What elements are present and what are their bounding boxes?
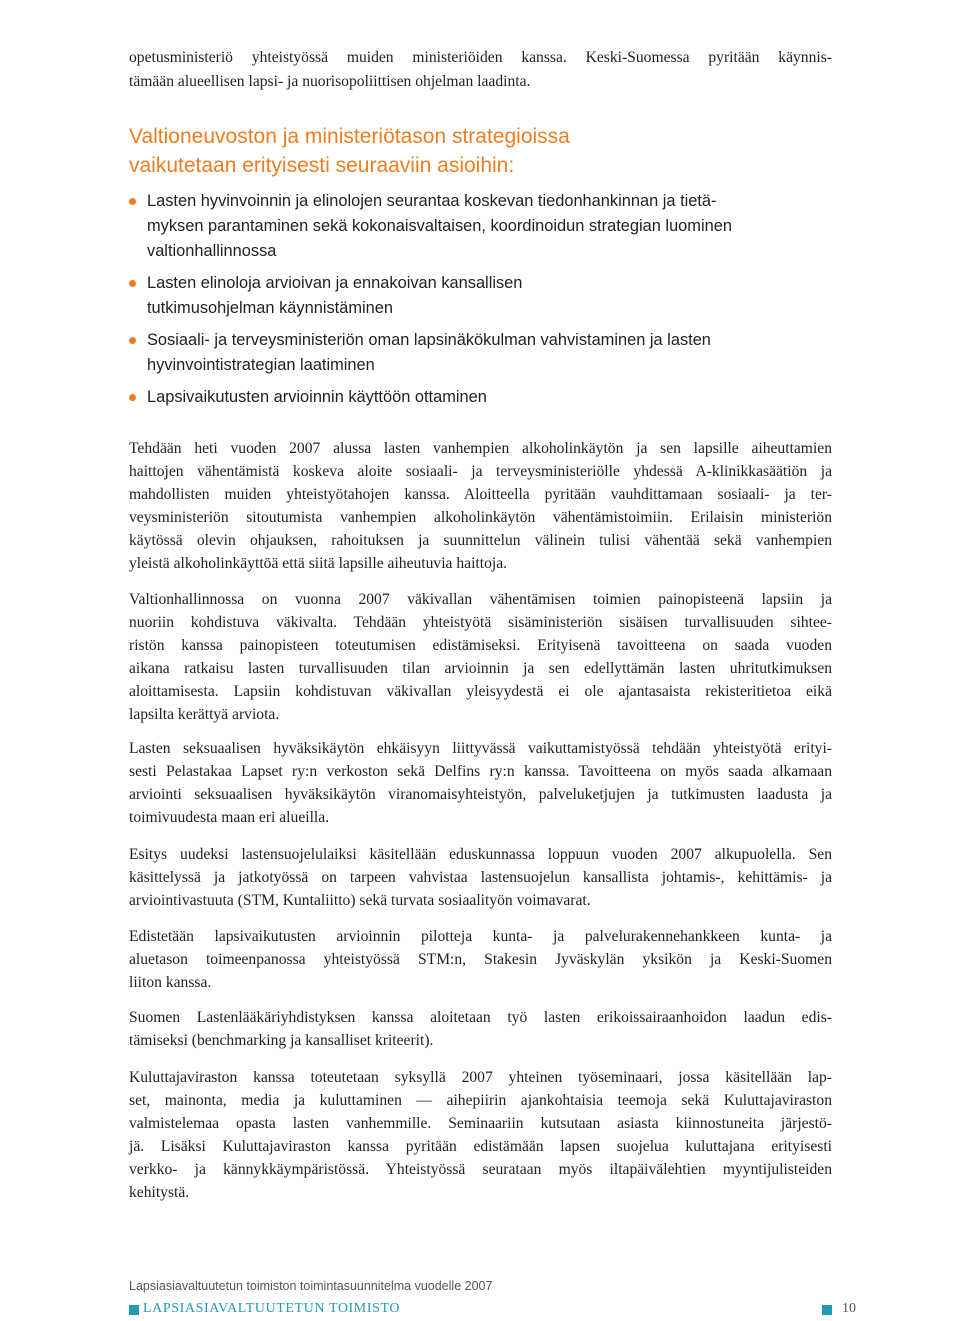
bullet-dot-icon bbox=[129, 198, 136, 205]
body-paragraph bbox=[129, 1006, 832, 1052]
footer-bar bbox=[129, 1301, 859, 1321]
text-line: arviointi seksuaalisen hyväksikäytön viranomaisyhteistyön, palveluketjujen ja tutkimusten laadusta ja bbox=[129, 786, 832, 803]
body-paragraph bbox=[129, 843, 832, 912]
text-line: ristön kanssa painopisteen toteutumisen edistämiseksi. Erityisenä tavoitteena on saada vuoden bbox=[129, 637, 832, 654]
body-paragraph bbox=[129, 737, 832, 829]
bullet-line: hyvinvointistrategian laatiminen bbox=[147, 356, 375, 374]
text-line: tämiseksi (benchmarking ja kansalliset kriteerit). bbox=[129, 1032, 434, 1049]
bullet-dot-icon bbox=[129, 337, 136, 344]
bullet-dot-icon bbox=[129, 280, 136, 287]
text-line: jä. Lisäksi Kuluttajaviraston kanssa pyritään edistämään lapsen suojelua kuluttajana erityisesti bbox=[129, 1138, 832, 1155]
text-line: valmistelemaa opasta lasten vanhemmille. Seminaariin kutsutaan asiasta kiinnostuneita järjestö- bbox=[129, 1115, 832, 1132]
heading-line: Valtioneuvoston ja ministeriötason strategioissa bbox=[129, 125, 570, 148]
text-line: Kuluttajaviraston kanssa toteutetaan syksyllä 2007 yhteinen työseminaari, jossa käsitellään lap- bbox=[129, 1069, 832, 1086]
text-line: aloittamisesta. Lapsiin kohdistuvan väkivallan yleisyydestä ei ole ajantasaista rekisteritietoa eikä bbox=[129, 683, 832, 700]
strategy-bullet-list bbox=[129, 189, 832, 417]
text-line: Suomen Lastenlääkäriyhdistyksen kanssa aloitetaan työ lasten erikoissairaanhoidon laadun edis- bbox=[129, 1009, 832, 1026]
bullet-line: Lapsivaikutusten arvioinnin käyttöön ottaminen bbox=[147, 388, 487, 406]
text-line: käytössä olevin ohjauksen, rahoituksen ja suunnittelun välinein tulisi vähentää sekä vanhempien bbox=[129, 532, 832, 549]
text-line: Valtionhallinnossa on vuonna 2007 väkivallan vähentämisen toimien painopisteenä lapsiin ja bbox=[129, 591, 832, 608]
text-line: mahdollisten muiden yhteistyötahojen kanssa. Aloitteella pyritään vauhdittamaan sosiaali- ja ter- bbox=[129, 486, 832, 503]
body-paragraph bbox=[129, 588, 832, 726]
body-paragraph bbox=[129, 437, 832, 575]
square-marker-icon bbox=[129, 1305, 139, 1315]
text-line: tämään alueellisen lapsi- ja nuorisopoliittisen ohjelman laadinta. bbox=[129, 73, 531, 90]
text-line: Esitys uudeksi lastensuojelulaiksi käsitellään eduskunnassa loppuun vuoden 2007 alkupuolella. Sen bbox=[129, 846, 832, 863]
footer-organization: LAPSIASIAVALTUUTETUN TOIMISTO bbox=[143, 1301, 401, 1316]
body-paragraph bbox=[129, 1066, 832, 1204]
bullet-item bbox=[129, 271, 832, 321]
section-heading bbox=[129, 122, 832, 180]
text-line: opetusministeriö yhteistyössä muiden ministeriöiden kanssa. Keski-Suomessa pyritään käynnis- bbox=[129, 49, 832, 66]
page-number: 10 bbox=[842, 1301, 856, 1316]
text-line: Edistetään lapsivaikutusten arvioinnin pilotteja kunta- ja palvelurakennehankkeen kunta- ja bbox=[129, 928, 832, 945]
text-line: toimivuudesta maan eri alueilla. bbox=[129, 809, 330, 826]
heading-line: vaikutetaan erityisesti seuraaviin asioihin: bbox=[129, 154, 515, 177]
bullet-item bbox=[129, 385, 832, 410]
text-line: set, mainonta, media ja kuluttaminen — aihepiirin ajankohtaisia teemoja sekä Kuluttajaviraston bbox=[129, 1092, 832, 1109]
text-line: arviointivastuuta (STM, Kuntaliitto) sekä turvata sosiaalityön voimavarat. bbox=[129, 892, 591, 909]
text-line: aikana ratkaisu lasten turvallisuuden tilan arvioinnin ja sen edellyttämän lasten uhritutkimuksen bbox=[129, 660, 832, 677]
text-line: Tehdään heti vuoden 2007 alussa lasten vanhempien alkoholinkäytön ja sen lapsille aiheuttamien bbox=[129, 440, 832, 457]
bullet-line: Lasten elinoloja arvioivan ja ennakoivan kansallisen bbox=[147, 274, 523, 292]
bullet-line: Sosiaali- ja terveysministeriön oman lapsinäkökulman vahvistaminen ja lasten bbox=[147, 331, 711, 349]
footer-caption: Lapsiasiavaltuutetun toimiston toimintasuunnitelma vuodelle 2007 bbox=[129, 1279, 493, 1293]
bullet-line: myksen parantaminen sekä kokonaisvaltaisen, koordinoidun strategian luominen bbox=[147, 217, 732, 235]
text-line: liiton kanssa. bbox=[129, 974, 212, 991]
text-line: käsittelyssä ja jatkotyössä on tarpeen vahvistaa lastensuojelun kansallista johtamis-, kehittämis- ja bbox=[129, 869, 832, 886]
intro-paragraph bbox=[129, 46, 832, 94]
bullet-line: valtionhallinnossa bbox=[147, 242, 277, 260]
text-line: Lasten seksuaalisen hyväksikäytön ehkäisyyn liittyvässä vaikuttamistyössä tehdään yhteistyötä erityi- bbox=[129, 740, 832, 757]
text-line: verkko- ja kännykkäympäristössä. Yhteistyössä seurataan myös iltapäivälehtien myyntijulisteiden bbox=[129, 1161, 832, 1178]
text-line: yleistä alkoholinkäyttöä että siitä lapsille aiheutuvia haittoja. bbox=[129, 555, 508, 572]
text-line: aluetason toimeenpanossa yhteistyössä STM:n, Stakesin Jyväskylän yksikön ja Keski-Suomen bbox=[129, 951, 832, 968]
text-line: haittojen vähentämistä koskeva aloite sosiaali- ja terveysministeriölle yhdessä A-klinikkasäätiön ja bbox=[129, 463, 832, 480]
text-line: kehitystä. bbox=[129, 1184, 190, 1201]
body-paragraph bbox=[129, 925, 832, 994]
text-line: lapsilta kerättyä arviota. bbox=[129, 706, 280, 723]
bullet-line: Lasten hyvinvoinnin ja elinolojen seurantaa koskevan tiedonhankinnan ja tietä- bbox=[147, 192, 717, 210]
text-line: veysministeriön sitoutumista vanhempien alkoholinkäytön vähentämistoimiin. Erilaisin ministeriön bbox=[129, 509, 832, 526]
text-line: nuoriin kohdistuva väkivalta. Tehdään yhteistyötä sisäministeriön sisäisen turvallisuuden sihtee- bbox=[129, 614, 832, 631]
bullet-line: tutkimusohjelman käynnistäminen bbox=[147, 299, 393, 317]
bullet-item bbox=[129, 189, 832, 264]
bullet-item bbox=[129, 328, 832, 378]
square-marker-icon bbox=[822, 1305, 832, 1315]
bullet-dot-icon bbox=[129, 394, 136, 401]
text-line: sesti Pelastakaa Lapset ry:n verkoston sekä Delfins ry:n kanssa. Tavoitteena on myös saada alkamaan bbox=[129, 763, 832, 780]
